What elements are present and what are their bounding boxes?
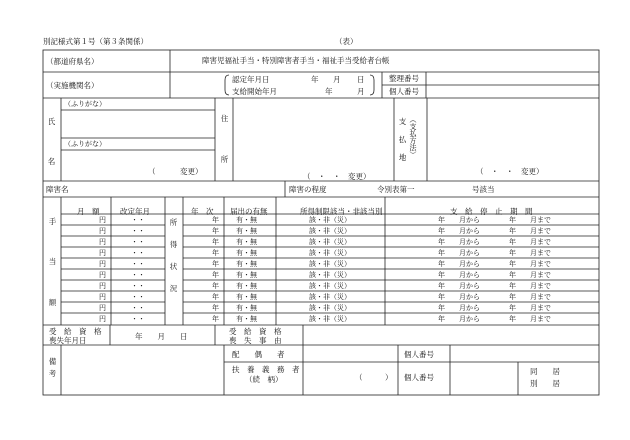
form-side-label: （表） (335, 37, 358, 46)
prefecture-label: （都道府県名） (46, 57, 99, 66)
status-char-2: 得 (169, 240, 178, 249)
row-year: 年 (212, 293, 219, 301)
row-dependants: 有・無 (236, 293, 257, 301)
row-revision: ・・ (131, 249, 145, 257)
payment-method-label: （支払方法） (409, 116, 417, 158)
row-year: 年 (212, 216, 219, 224)
address-change-label: （ ・ ・ 変更） (303, 172, 371, 181)
address-char-1: 住 (220, 114, 229, 123)
row-year: 年 (212, 260, 219, 268)
spouse-personal-number-label: 個人番号 (404, 350, 434, 359)
allowance-char-2: 当 (48, 257, 57, 266)
payment-char-1: 支 (398, 117, 407, 126)
name-furigana: （ふりがな） (64, 100, 106, 108)
personal-number-label: 個人番号 (389, 87, 419, 96)
status-char-1: 所 (169, 218, 178, 227)
agency-label: （実施機関名） (46, 81, 99, 90)
row-from: 年 月から (438, 282, 480, 290)
remarks-char-1: 備 (48, 357, 57, 366)
row-from: 年 月から (438, 227, 480, 235)
relation-paren: （ ） (355, 373, 393, 382)
name-change-label: 変更） (180, 167, 203, 176)
row-yen: 円 (99, 249, 106, 257)
start-year-unit: 年 (325, 87, 333, 96)
row-income-limit: 該・非（災） (309, 304, 351, 312)
same-residence-label: 同 居 (530, 367, 560, 376)
row-income-limit: 該・非（災） (309, 271, 351, 279)
row-revision: ・・ (131, 271, 145, 279)
row-from: 年 月から (438, 216, 480, 224)
row-dependants: 有・無 (236, 238, 257, 246)
row-income-limit: 該・非（災） (309, 293, 351, 301)
row-year: 年 (212, 249, 219, 257)
qualification-label: 受 給 資 格 (49, 327, 102, 336)
row-revision: ・・ (131, 315, 145, 323)
row-income-limit: 該・非（災） (309, 260, 351, 268)
row-year: 年 (212, 304, 219, 312)
form-number: 別記様式第１号（第３条関係） (43, 37, 148, 46)
row-income-limit: 該・非（災） (309, 227, 351, 235)
row-to: 年 月まで (509, 227, 551, 235)
row-to: 年 月まで (509, 216, 551, 224)
row-from: 年 月から (438, 315, 480, 323)
row-to: 年 月まで (509, 271, 551, 279)
name-char-2: 名 (47, 157, 56, 166)
item-applicable-label: 号該当 (472, 185, 495, 194)
remarks-char-2: 考 (48, 369, 57, 378)
dependants-header: 届出の有無 (230, 207, 268, 216)
row-dependants: 有・無 (236, 227, 257, 235)
row-income-limit: 該・非（災） (309, 216, 351, 224)
suspension-period-header: 支 給 停 止 期 間 (450, 207, 533, 216)
row-dependants: 有・無 (236, 304, 257, 312)
row-year: 年 (212, 227, 219, 235)
row-year: 年 (212, 238, 219, 246)
row-yen: 円 (99, 260, 106, 268)
payment-change-label: （ ・ ・ 変更） (476, 167, 544, 176)
row-revision: ・・ (131, 227, 145, 235)
loss-reason-label: 喪 失 事 由 (229, 336, 282, 345)
row-to: 年 月まで (509, 260, 551, 268)
row-to: 年 月まで (509, 249, 551, 257)
row-yen: 円 (99, 238, 106, 246)
row-income-limit: 該・非（災） (309, 238, 351, 246)
year-header: 年 次 (191, 207, 214, 216)
address-char-2: 所 (220, 155, 229, 164)
row-dependants: 有・無 (236, 282, 257, 290)
income-limit-header: 所得制限該当・非該当別 (300, 207, 383, 216)
row-revision: ・・ (131, 238, 145, 246)
payment-char-2: 払 (398, 135, 407, 144)
qualification-label-2: 受 給 資 格 (229, 327, 282, 336)
obligor-personal-number-label: 個人番号 (404, 373, 434, 382)
row-year: 年 (212, 271, 219, 279)
row-year: 年 (212, 315, 219, 323)
row-yen: 円 (99, 282, 106, 290)
relation-label: （続 柄） (245, 375, 283, 384)
row-from: 年 月から (438, 271, 480, 279)
name-change-open: （ (148, 167, 156, 176)
allowance-char-1: 手 (48, 217, 57, 226)
certified-date-label: 認定年月日 (232, 75, 270, 84)
row-to: 年 月まで (509, 293, 551, 301)
loss-date-label: 喪失年月日 (49, 336, 87, 345)
status-char-4: 況 (169, 284, 178, 293)
row-from: 年 月から (438, 293, 480, 301)
row-dependants: 有・無 (236, 216, 257, 224)
row-to: 年 月まで (509, 304, 551, 312)
row-dependants: 有・無 (236, 260, 257, 268)
row-year: 年 (212, 282, 219, 290)
row-yen: 円 (99, 304, 106, 312)
row-from: 年 月から (438, 304, 480, 312)
form-title: 障害児福祉手当・特別障害者手当・福祉手当受給者台帳 (202, 56, 390, 65)
row-yen: 円 (99, 227, 106, 235)
ordinance-table-label: 令別表第一 (377, 185, 415, 194)
certified-day-unit: 日 (357, 75, 365, 84)
start-month-label: 支給開始年月 (232, 87, 277, 96)
row-yen: 円 (99, 315, 106, 323)
management-number-label: 整理番号 (389, 74, 419, 83)
certified-year-unit: 年 (311, 75, 319, 84)
row-to: 年 月まで (509, 315, 551, 323)
disability-name-label: 障害名 (46, 185, 69, 194)
monthly-amount-header: 月 額 (77, 207, 100, 216)
row-to: 年 月まで (509, 282, 551, 290)
row-yen: 円 (99, 293, 106, 301)
row-to: 年 月まで (509, 238, 551, 246)
name-char-1: 氏 (47, 117, 56, 126)
row-from: 年 月から (438, 249, 480, 257)
row-revision: ・・ (131, 216, 145, 224)
row-yen: 円 (99, 216, 106, 224)
loss-date-value: 年 月 日 (135, 332, 188, 341)
allowance-char-3: 額 (48, 298, 57, 307)
row-from: 年 月から (438, 260, 480, 268)
row-income-limit: 該・非（災） (309, 249, 351, 257)
row-revision: ・・ (131, 260, 145, 268)
row-income-limit: 該・非（災） (309, 315, 351, 323)
row-dependants: 有・無 (236, 249, 257, 257)
row-yen: 円 (99, 271, 106, 279)
name-furigana-2: （ふりがな） (64, 140, 106, 148)
start-month-unit: 月 (357, 87, 365, 96)
spouse-label: 配 偶 者 (232, 350, 285, 359)
row-dependants: 有・無 (236, 315, 257, 323)
obligor-label: 扶 養 義 務 者 (232, 365, 300, 374)
row-revision: ・・ (131, 282, 145, 290)
row-revision: ・・ (131, 304, 145, 312)
status-char-3: 状 (169, 262, 178, 271)
row-revision: ・・ (131, 293, 145, 301)
row-from: 年 月から (438, 238, 480, 246)
certified-month-unit: 月 (333, 75, 341, 84)
row-dependants: 有・無 (236, 271, 257, 279)
disability-degree-label: 障害の程度 (289, 185, 327, 194)
separate-residence-label: 別 居 (530, 379, 560, 388)
row-income-limit: 該・非（災） (309, 282, 351, 290)
revision-month-header: 改定年月 (120, 207, 150, 216)
payment-char-3: 地 (398, 153, 407, 162)
